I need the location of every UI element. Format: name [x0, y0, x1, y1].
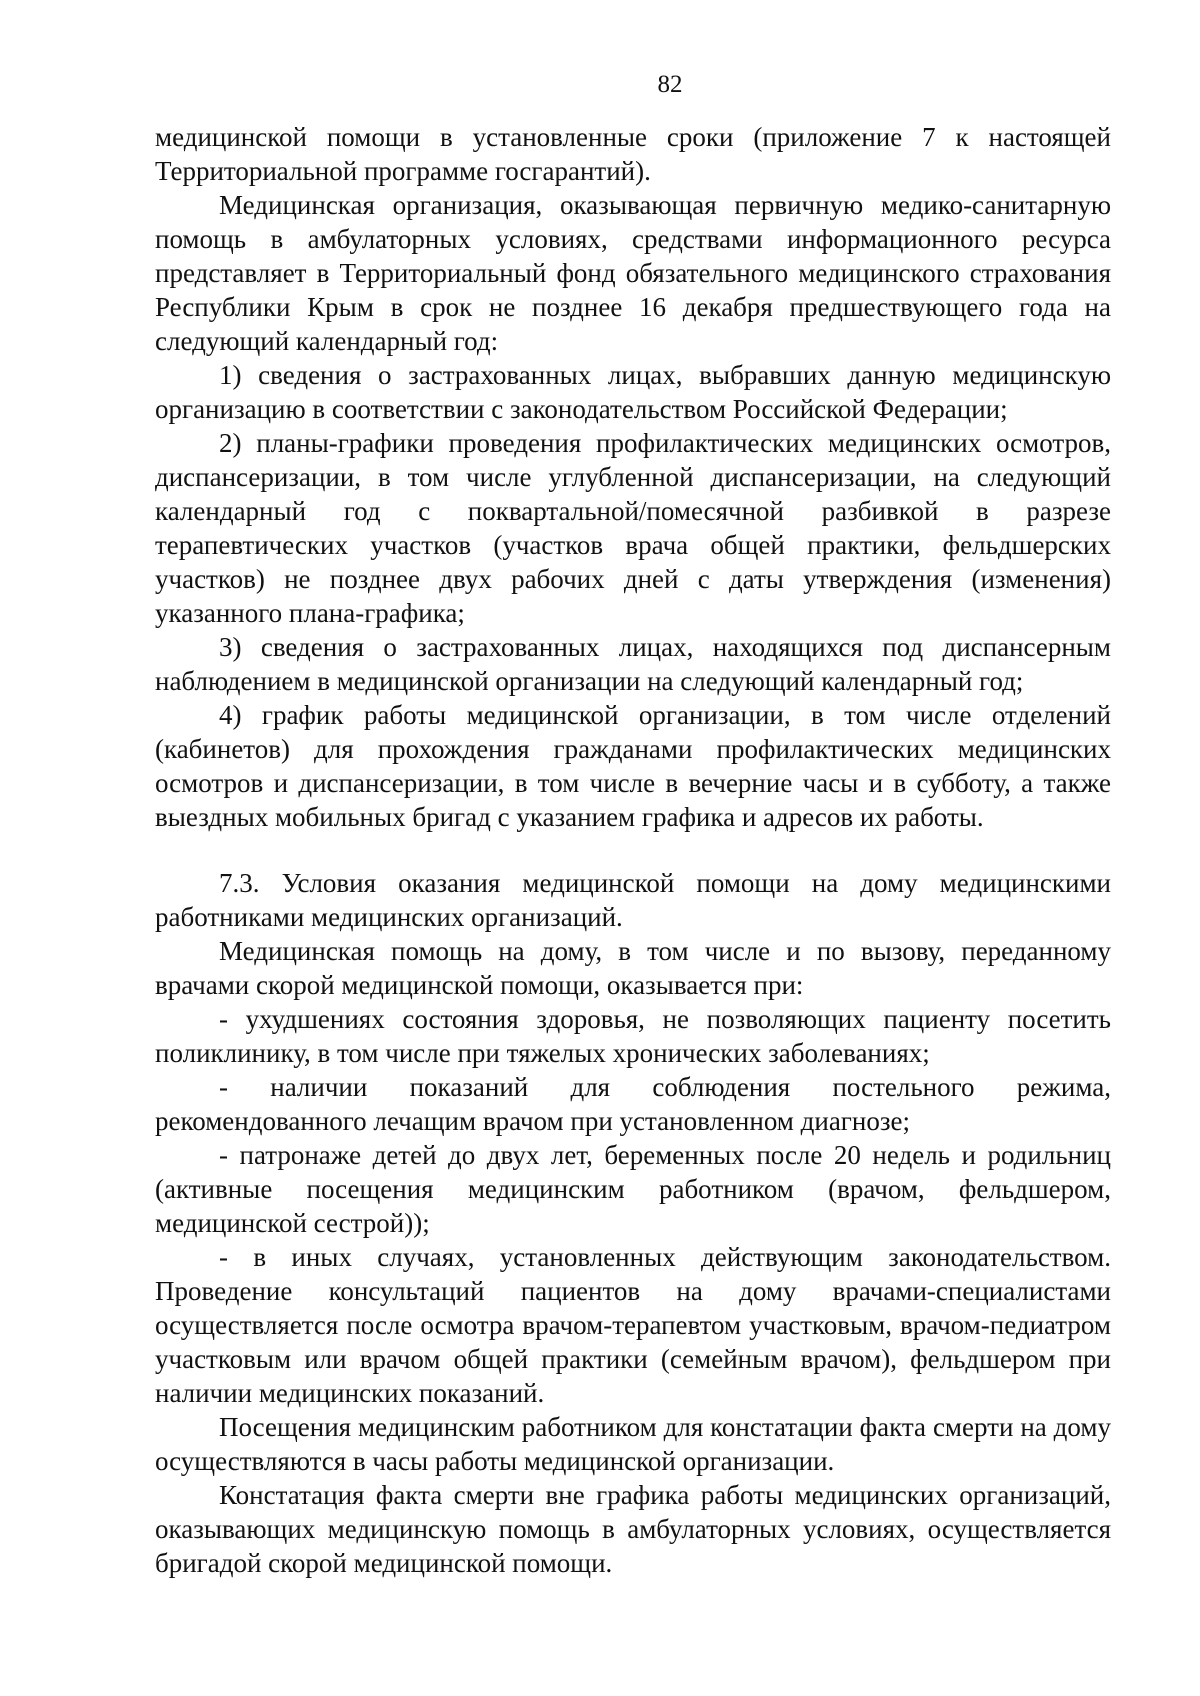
- list-item-4: 4) график работы медицинской организации, в том числе отделений (кабинетов) для прохождения гражданами профилактических медицинских осмотров и диспансеризации, в том числе в вечерние часы и в субботу, а также выездных мобильных бригад с указанием графика и адресов их работы.: [155, 700, 1111, 832]
- paragraph-death-ambulance: Констатация факта смерти вне графика работы медицинских организаций, оказывающих медицинскую помощь в амбулаторных условиях, осуществляется бригадой скорой медицинской помощи.: [155, 1480, 1111, 1578]
- paragraph-death-visits: Посещения медицинским работником для констатации факта смерти на дому осуществляются в часы работы медицинской организации.: [155, 1412, 1111, 1476]
- section-spacer: [155, 834, 1111, 866]
- list-item-1: 1) сведения о застрахованных лицах, выбравших данную медицинскую организацию в соответствии с законодательством Российской Федерации;: [155, 360, 1111, 424]
- document-body: [155, 120, 1111, 1580]
- bullet-item-4: - в иных случаях, установленных действующим законодательством. Проведение консультаций пациентов на дому врачами-специалистами осуществляется после осмотра врачом-терапевтом участковым, врачом-педиатром участковым или врачом общей практики (семейным врачом), фельдшером при наличии медицинских показаний.: [155, 1242, 1111, 1408]
- bullet-item-1: - ухудшениях состояния здоровья, не позволяющих пациенту посетить поликлинику, в том числе при тяжелых хронических заболеваниях;: [155, 1004, 1111, 1068]
- page-number: 82: [657, 71, 683, 98]
- section-heading-7-3: 7.3. Условия оказания медицинской помощи на дому медицинскими работниками медицинских организаций.: [155, 868, 1111, 932]
- bullet-item-2: - наличии показаний для соблюдения постельного режима, рекомендованного лечащим врачом при установленном диагнозе;: [155, 1072, 1111, 1136]
- list-item-2: 2) планы-графики проведения профилактических медицинских осмотров, диспансеризации, в том числе углубленной диспансеризации, на следующий календарный год с поквартальной/помесячной разбивкой в разрезе терапевтических участков (участков врача общей практики, фельдшерских участков) не позднее двух рабочих дней с даты утверждения (изменения) указанного плана-графика;: [155, 428, 1111, 628]
- paragraph-reporting-requirement: Медицинская организация, оказывающая первичную медико-санитарную помощь в амбулаторных условиях, средствами информационного ресурса представляет в Территориальный фонд обязательного медицинского страхования Республики Крым в срок не позднее 16 декабря предшествующего года на следующий календарный год:: [155, 190, 1111, 356]
- paragraph-home-care: Медицинская помощь на дому, в том числе и по вызову, переданному врачами скорой медицинской помощи, оказывается при:: [155, 936, 1111, 1000]
- list-item-3: 3) сведения о застрахованных лицах, находящихся под диспансерным наблюдением в медицинской организации на следующий календарный год;: [155, 632, 1111, 696]
- paragraph-continuation: медицинской помощи в установленные сроки (приложение 7 к настоящей Территориальной программе госгарантий).: [155, 122, 1111, 186]
- bullet-item-3: - патронаже детей до двух лет, беременных после 20 недель и родильниц (активные посещения медицинским работником (врачом, фельдшером, медицинской сестрой));: [155, 1140, 1111, 1238]
